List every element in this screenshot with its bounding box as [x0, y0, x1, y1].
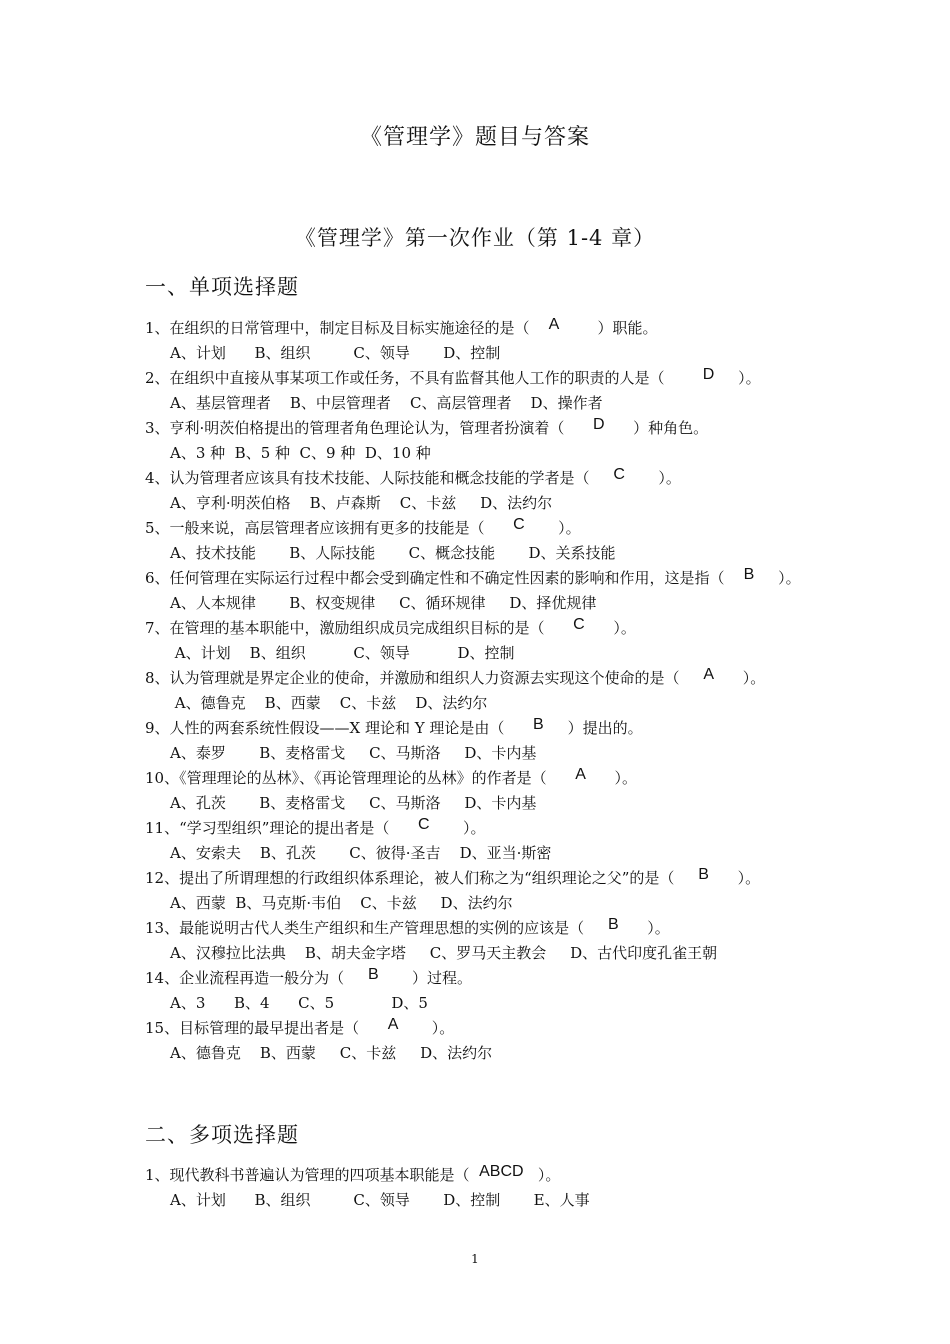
answer-gap [485, 519, 514, 537]
question-text-end: ）。 [614, 769, 637, 787]
answer-value: ABCD [479, 1163, 524, 1180]
answer-options: A、西蒙 B、马克斯·韦伯 C、卡兹 D、法约尔 [170, 894, 513, 912]
question-text-end: ）。 [742, 669, 766, 687]
question-text: 10、《管理理论的丛林》、《再论管理理论的丛林》的作者是（ [145, 769, 547, 787]
question-item [145, 816, 825, 866]
answer-value: C [418, 816, 430, 833]
answer-options: A、德鲁克 B、西蒙 C、卡兹 D、法约尔 [170, 1044, 493, 1062]
answer-options: A、3 种 B、5 种 C、9 种 D、10 种 [170, 444, 431, 462]
question-item [145, 566, 825, 616]
question-item [145, 316, 825, 366]
question-item [145, 516, 825, 566]
single-choice-question-list [145, 316, 825, 1066]
question-item [145, 716, 825, 766]
answer-gap [605, 419, 634, 437]
answer-value: B [698, 866, 709, 883]
question-item [145, 666, 825, 716]
question-text: 3、亨利·明茨伯格提出的管理者角色理论认为，管理者扮演着（ [145, 419, 565, 437]
question-stem [145, 616, 825, 641]
question-text-end: ）。 [558, 519, 581, 537]
question-text-end: ）种角色。 [633, 419, 709, 437]
answer-gap [398, 1019, 431, 1037]
answer-value: A [575, 766, 586, 783]
question-stem [145, 866, 825, 891]
question-item [145, 1016, 825, 1066]
question-stem [145, 466, 825, 491]
question-item [145, 766, 825, 816]
assignment-title: 《管理学》第一次作业（第 1-4 章） [294, 226, 656, 250]
answer-value: A [387, 1016, 399, 1033]
answer-options: A、人本规律 B、权变规律 C、循环规律 D、择优规律 [170, 594, 597, 612]
question-text-end: ）。 [613, 619, 636, 637]
question-text-end: ）。 [737, 869, 761, 887]
answer-gap [680, 669, 704, 687]
section-heading-single-choice: 一、单项选择题 [145, 275, 299, 299]
answer-gap [625, 469, 658, 487]
question-stem [145, 816, 825, 841]
answer-gap [547, 769, 576, 787]
answer-options: A、孔茨 B、麦格雷戈 C、马斯洛 D、卡内基 [170, 794, 537, 812]
answer-value: B [607, 916, 619, 933]
question-text-end: ）过程。 [412, 969, 473, 987]
question-stem [145, 516, 825, 541]
section-heading-multiple-choice: 二、多项选择题 [145, 1123, 299, 1147]
question-stem [145, 316, 825, 341]
answer-options: A、计划 B、组织 C、领导 D、控制 [170, 644, 515, 662]
answer-gap [344, 969, 368, 987]
question-text-end: ）。 [647, 919, 670, 937]
answer-options: A、德鲁克 B、西蒙 C、卡兹 D、法约尔 [170, 694, 488, 712]
answer-value: C [613, 466, 625, 483]
answer-gap [530, 319, 549, 337]
question-text: 12、提出了所谓理想的行政组织体系理论，被人们称之为“组织理论之父”的是（ [145, 869, 675, 887]
question-stem [145, 766, 825, 791]
answer-options: A、计划 B、组织 C、领导 D、控制 [170, 344, 501, 362]
question-text-end: ）提出的。 [567, 719, 643, 737]
answer-gap [585, 619, 614, 637]
question-text-end: ）。 [658, 469, 681, 487]
question-item [145, 966, 825, 1016]
page-number: 1 [471, 1252, 479, 1266]
answer-gap [586, 769, 615, 787]
question-text-end: ）。 [463, 819, 486, 837]
question-text-end: ）。 [537, 1166, 561, 1184]
question-text: 14、企业流程再造一般分为（ [145, 969, 345, 987]
answer-gap [725, 569, 744, 587]
answer-gap [665, 369, 703, 387]
question-item [145, 466, 825, 516]
answer-options: A、安索夫 B、孔茨 C、彼得·圣吉 D、亚当·斯密 [170, 844, 552, 862]
answer-options: A、汉穆拉比法典 B、胡夫金字塔 C、罗马天主教会 D、古代印度孔雀王朝 [170, 944, 718, 962]
question-text: 13、最能说明古代人类生产组织和生产管理思想的实例的应该是（ [145, 919, 585, 937]
question-item [145, 866, 825, 916]
document-title: 《管理学》题目与答案 [359, 125, 590, 150]
question-item [145, 416, 825, 466]
answer-options: A、亨利·明茨伯格 B、卢森斯 C、卡兹 D、法约尔 [170, 494, 553, 512]
question-text: 5、一般来说，高层管理者应该拥有更多的技能是（ [145, 519, 485, 537]
question-text-end: ）。 [431, 1019, 455, 1037]
answer-gap [389, 819, 418, 837]
answer-value: B [367, 966, 379, 983]
answer-gap [564, 419, 593, 437]
question-text: 15、目标管理的最早提出者是（ [145, 1019, 360, 1037]
answer-value: A [703, 666, 715, 683]
answer-gap [619, 919, 648, 937]
question-stem [145, 666, 825, 691]
answer-gap [545, 619, 574, 637]
answer-options: A、3 B、4 C、5 D、5 [170, 994, 428, 1012]
answer-value: B [743, 566, 755, 583]
answer-options: A、技术技能 B、人际技能 C、概念技能 D、关系技能 [170, 544, 616, 562]
question-item [145, 616, 825, 666]
question-stem [145, 916, 825, 941]
answer-value: C [513, 516, 525, 533]
question-text: 2、在组织中直接从事某项工作或任务，不具有监督其他人工作的职责的人是（ [145, 369, 665, 387]
answer-gap [359, 1019, 388, 1037]
answer-gap [584, 919, 608, 937]
answer-gap [714, 669, 743, 687]
question-stem [145, 716, 825, 741]
answer-gap [714, 369, 738, 387]
question-stem [145, 366, 825, 391]
answer-value: C [573, 616, 585, 633]
answer-gap [754, 569, 778, 587]
question-text: 9、人性的两套系统性假设——X 理论和 Y 理论是由（ [145, 719, 505, 737]
question-text: 4、认为管理者应该具有技术技能、人际技能和概念技能的学者是（ [145, 469, 590, 487]
answer-value: D [702, 366, 715, 383]
multiple-choice-question-list [145, 1163, 825, 1213]
question-text: 7、在管理的基本职能中，激励组织成员完成组织目标的是（ [145, 619, 545, 637]
answer-options: A、计划 B、组织 C、领导 D、控制 E、人事 [170, 1191, 590, 1209]
question-item [145, 366, 825, 416]
question-stem [145, 566, 825, 591]
answer-gap [524, 1166, 538, 1184]
answer-value: A [548, 316, 560, 333]
answer-options: A、泰罗 B、麦格雷戈 C、马斯洛 D、卡内基 [170, 744, 537, 762]
question-text: 11、“学习型组织”理论的提出者是（ [145, 819, 390, 837]
answer-gap [590, 469, 614, 487]
question-stem [145, 1016, 825, 1041]
question-item [145, 916, 825, 966]
question-text-end: ）。 [778, 569, 801, 587]
answer-gap [525, 519, 558, 537]
question-text-end: ）职能。 [597, 319, 658, 337]
answer-options: A、基层管理者 B、中层管理者 C、高层管理者 D、操作者 [170, 394, 603, 412]
question-text-end: ）。 [738, 369, 761, 387]
question-item [145, 1163, 825, 1213]
answer-gap [504, 719, 533, 737]
question-stem [145, 1163, 825, 1188]
question-text: 8、认为管理就是界定企业的使命，并激励和组织人力资源去实现这个使命的是（ [145, 669, 680, 687]
question-text: 6、任何管理在实际运行过程中都会受到确定性和不确定性因素的影响和作用，这是指（ [145, 569, 725, 587]
answer-gap [674, 869, 698, 887]
answer-gap [470, 1166, 480, 1184]
question-stem [145, 416, 825, 441]
question-text: 1、现代教科书普遍认为管理的四项基本职能是（ [145, 1166, 470, 1184]
answer-gap [544, 719, 568, 737]
answer-gap [430, 819, 463, 837]
question-text: 1、在组织的日常管理中，制定目标及目标实施途径的是（ [145, 319, 530, 337]
answer-value: D [592, 416, 605, 433]
answer-gap [559, 319, 597, 337]
answer-value: B [533, 716, 544, 733]
answer-gap [709, 869, 738, 887]
answer-gap [379, 969, 412, 987]
question-stem [145, 966, 825, 991]
